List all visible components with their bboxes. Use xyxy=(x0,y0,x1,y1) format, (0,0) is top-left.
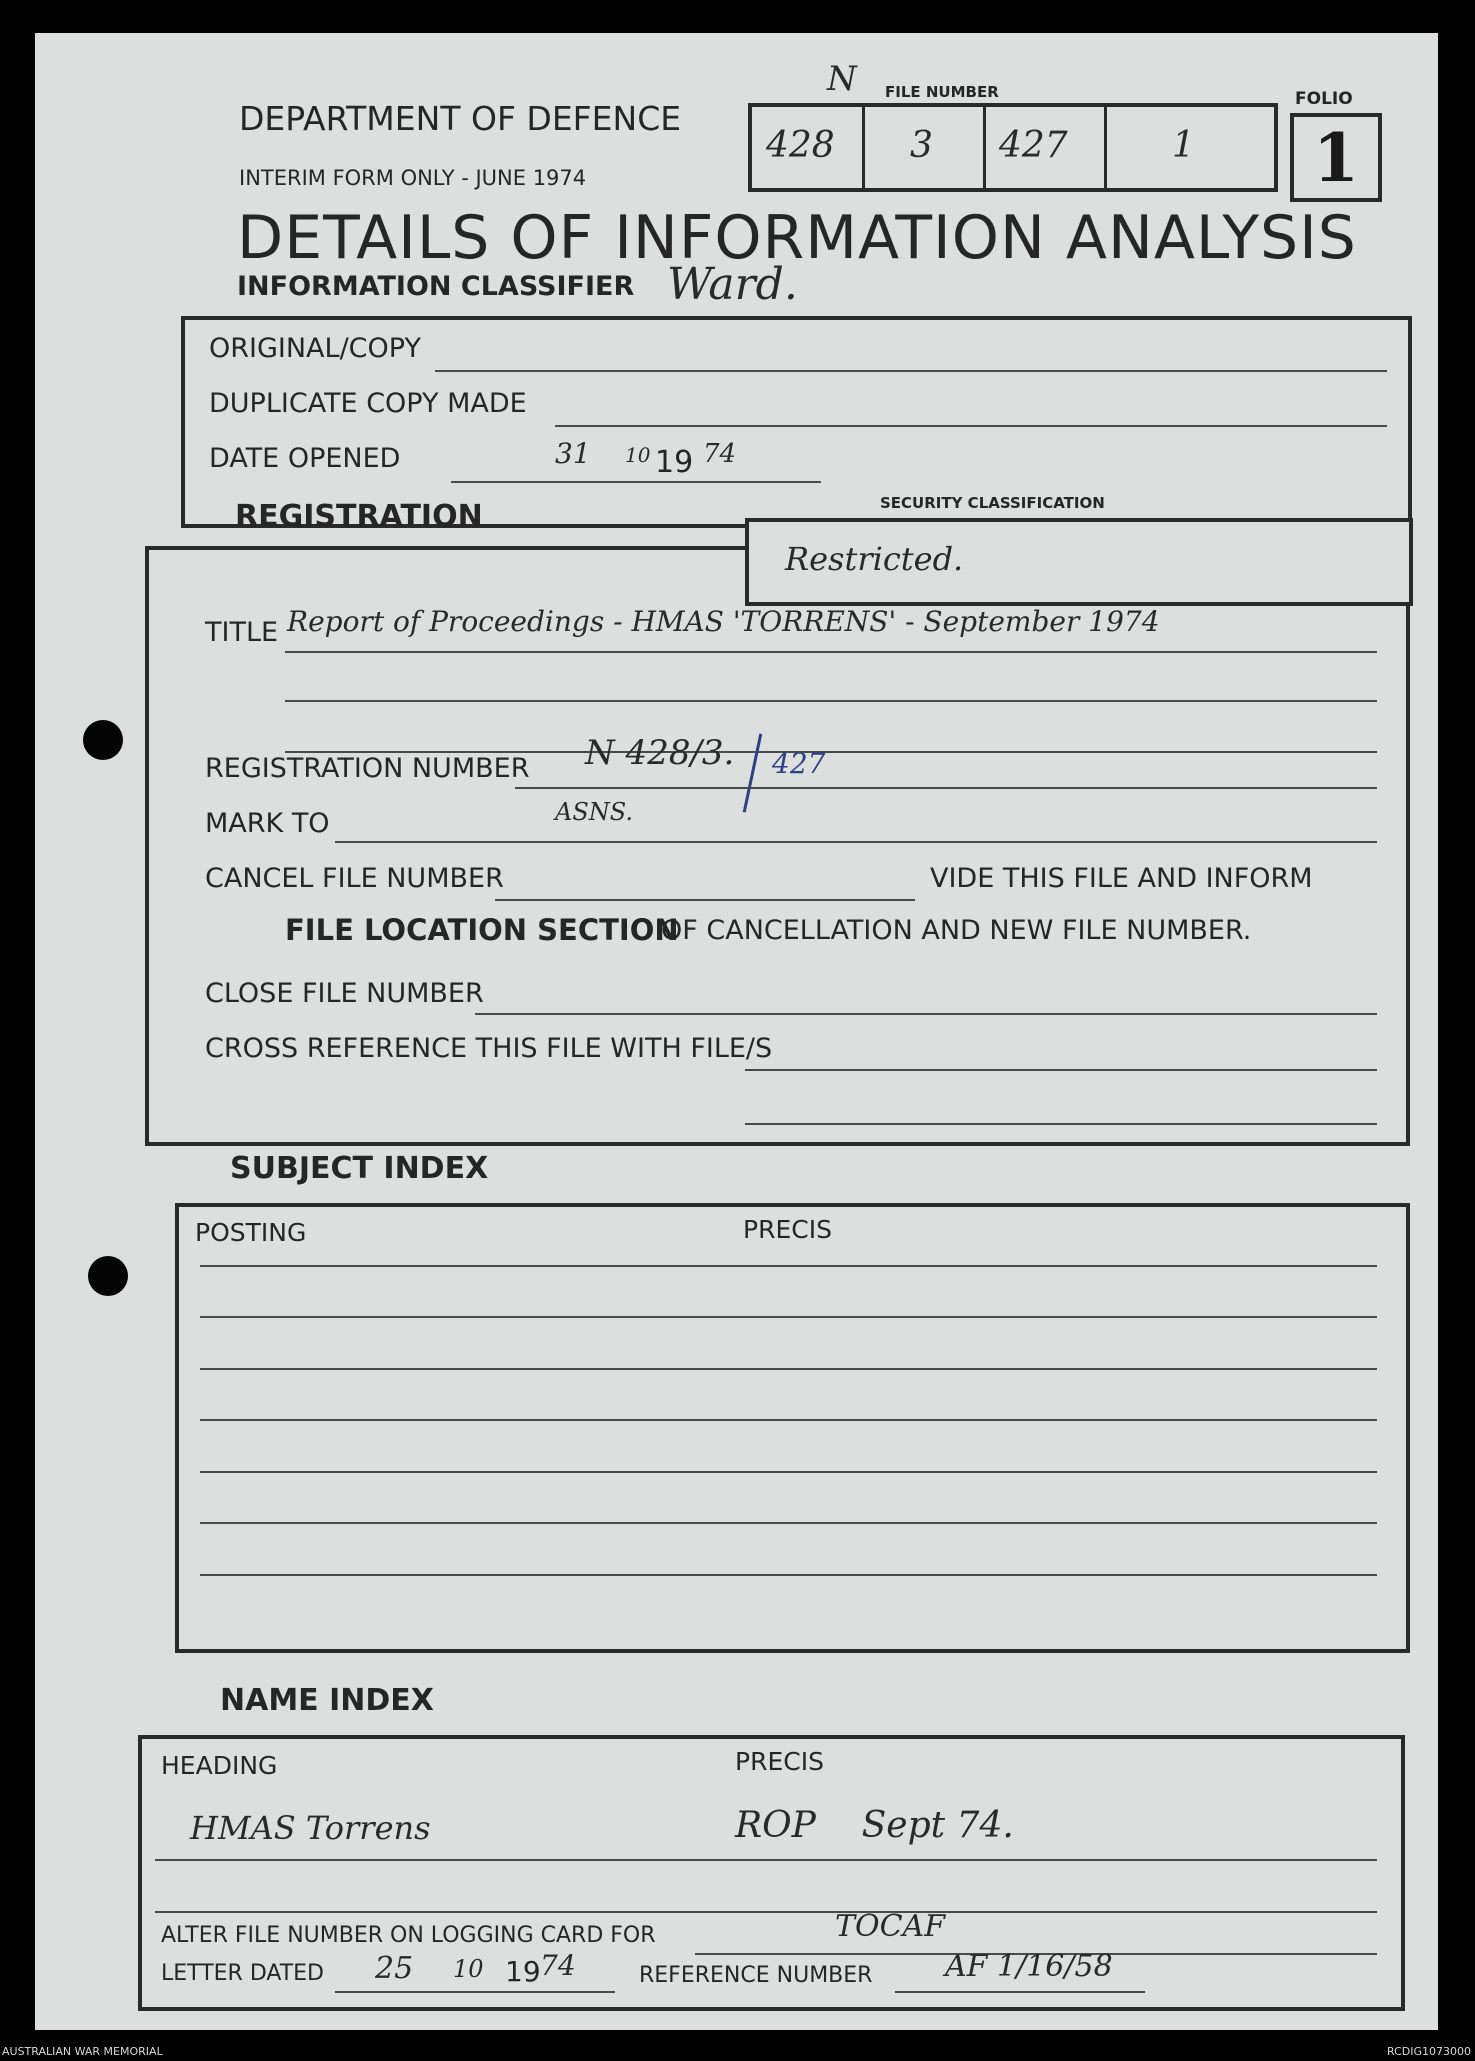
file-number-part-1: 428 xyxy=(766,125,835,166)
subject-index-line xyxy=(200,1368,1377,1370)
subject-index-line xyxy=(200,1471,1377,1473)
subject-index-heading: SUBJECT INDEX xyxy=(230,1151,489,1186)
date-opened-line xyxy=(451,481,821,483)
name-index-line xyxy=(155,1911,1377,1913)
letter-dated-label: LETTER DATED xyxy=(161,1961,325,1986)
letter-dated-year: 74 xyxy=(540,1949,576,1982)
subject-index-line xyxy=(200,1419,1377,1421)
reference-number-line xyxy=(895,1991,1145,1993)
close-file-label: CLOSE FILE NUMBER xyxy=(205,978,484,1009)
punch-hole xyxy=(83,720,123,760)
name-index-line xyxy=(155,1859,1377,1861)
mark-to-value: ASNS. xyxy=(555,798,633,826)
duplicate-copy-line xyxy=(555,425,1387,427)
title-line xyxy=(285,651,1377,653)
date-opened-year: 74 xyxy=(703,439,737,469)
name-precis-label: PRECIS xyxy=(735,1747,824,1776)
subject-index-line xyxy=(200,1574,1377,1576)
reference-number-value: AF 1/16/58 xyxy=(945,1949,1113,1984)
original-copy-label: ORIGINAL/COPY xyxy=(209,333,421,364)
registration-number-value: N 428/3. xyxy=(585,733,735,773)
original-copy-line xyxy=(435,370,1387,372)
registration-heading: REGISTRATION xyxy=(235,499,483,534)
mark-to-line xyxy=(335,841,1377,843)
footer-source: AUSTRALIAN WAR MEMORIAL xyxy=(2,2045,163,2058)
title-label: TITLE xyxy=(205,617,279,648)
file-number-label: FILE NUMBER xyxy=(885,83,999,101)
letter-dated-month: 10 xyxy=(453,1955,484,1983)
registration-number-suffix: 427 xyxy=(772,747,826,780)
file-number-part-4: 1 xyxy=(1172,125,1195,166)
cross-reference-line xyxy=(745,1123,1377,1125)
name-index-heading: NAME INDEX xyxy=(220,1683,434,1718)
file-number-divider xyxy=(862,107,865,188)
classifier-value: Ward. xyxy=(667,259,798,310)
file-location-section: FILE LOCATION SECTION xyxy=(285,913,679,947)
heading-value: HMAS Torrens xyxy=(190,1809,431,1847)
cancel-file-line xyxy=(495,899,915,901)
cross-reference-label: CROSS REFERENCE THIS FILE WITH FILE/S xyxy=(205,1033,773,1064)
title-line xyxy=(285,700,1377,702)
letter-dated-day: 25 xyxy=(375,1951,414,1986)
subject-index-line xyxy=(200,1265,1377,1267)
folio-value: 1 xyxy=(1313,119,1359,197)
date-opened-label: DATE OPENED xyxy=(209,443,401,474)
letter-dated-century: 19 xyxy=(505,1955,541,1988)
subject-index-section xyxy=(175,1203,1410,1653)
folio-box xyxy=(1290,113,1382,202)
posting-label: POSTING xyxy=(195,1218,307,1247)
vide-text: VIDE THIS FILE AND INFORM xyxy=(930,863,1313,894)
cross-reference-line xyxy=(745,1069,1377,1071)
file-location-rest: OF CANCELLATION AND NEW FILE NUMBER. xyxy=(661,915,1252,946)
date-opened-century: 19 xyxy=(655,445,694,480)
security-classification-box xyxy=(745,518,1413,606)
security-classification-value: Restricted. xyxy=(785,540,964,578)
file-number-box xyxy=(748,103,1278,192)
date-opened-month: 10 xyxy=(625,443,651,467)
registration-number-label: REGISTRATION NUMBER xyxy=(205,753,530,784)
subject-index-line xyxy=(200,1522,1377,1524)
interim-note: INTERIM FORM ONLY - JUNE 1974 xyxy=(239,166,587,190)
file-number-part-3: 427 xyxy=(999,125,1068,166)
reference-number-label: REFERENCE NUMBER xyxy=(639,1963,873,1988)
duplicate-copy-label: DUPLICATE COPY MADE xyxy=(209,388,527,419)
file-prefix: N xyxy=(827,59,857,99)
security-classification-label: SECURITY CLASSIFICATION xyxy=(880,494,1105,512)
punch-hole xyxy=(88,1256,128,1296)
registration-number-line xyxy=(515,787,1377,789)
subject-index-line xyxy=(200,1316,1377,1318)
date-opened-day: 31 xyxy=(555,437,591,470)
file-number-divider xyxy=(983,107,986,188)
subject-precis-label: PRECIS xyxy=(743,1215,832,1244)
file-number-divider xyxy=(1104,107,1107,188)
department-heading: DEPARTMENT OF DEFENCE xyxy=(239,99,682,138)
classifier-label: INFORMATION CLASSIFIER xyxy=(237,271,635,302)
form-title: DETAILS OF INFORMATION ANALYSIS xyxy=(237,203,1357,273)
name-precis-value: ROP Sept 74. xyxy=(735,1805,1014,1846)
form-page xyxy=(35,33,1438,2030)
close-file-line xyxy=(475,1013,1377,1015)
letter-dated-line xyxy=(335,1991,615,1993)
title-value: Report of Proceedings - HMAS 'TORRENS' - September 1974 xyxy=(287,605,1160,638)
file-number-part-2: 3 xyxy=(910,125,933,166)
heading-label: HEADING xyxy=(161,1751,278,1780)
folio-label: FOLIO xyxy=(1295,89,1353,109)
footer-id: RCDIG1073000 xyxy=(1386,2045,1471,2058)
alter-file-label: ALTER FILE NUMBER ON LOGGING CARD FOR xyxy=(161,1923,656,1948)
cancel-file-label: CANCEL FILE NUMBER xyxy=(205,863,504,894)
alter-file-value: TOCAF xyxy=(835,1909,946,1944)
mark-to-label: MARK TO xyxy=(205,808,330,839)
